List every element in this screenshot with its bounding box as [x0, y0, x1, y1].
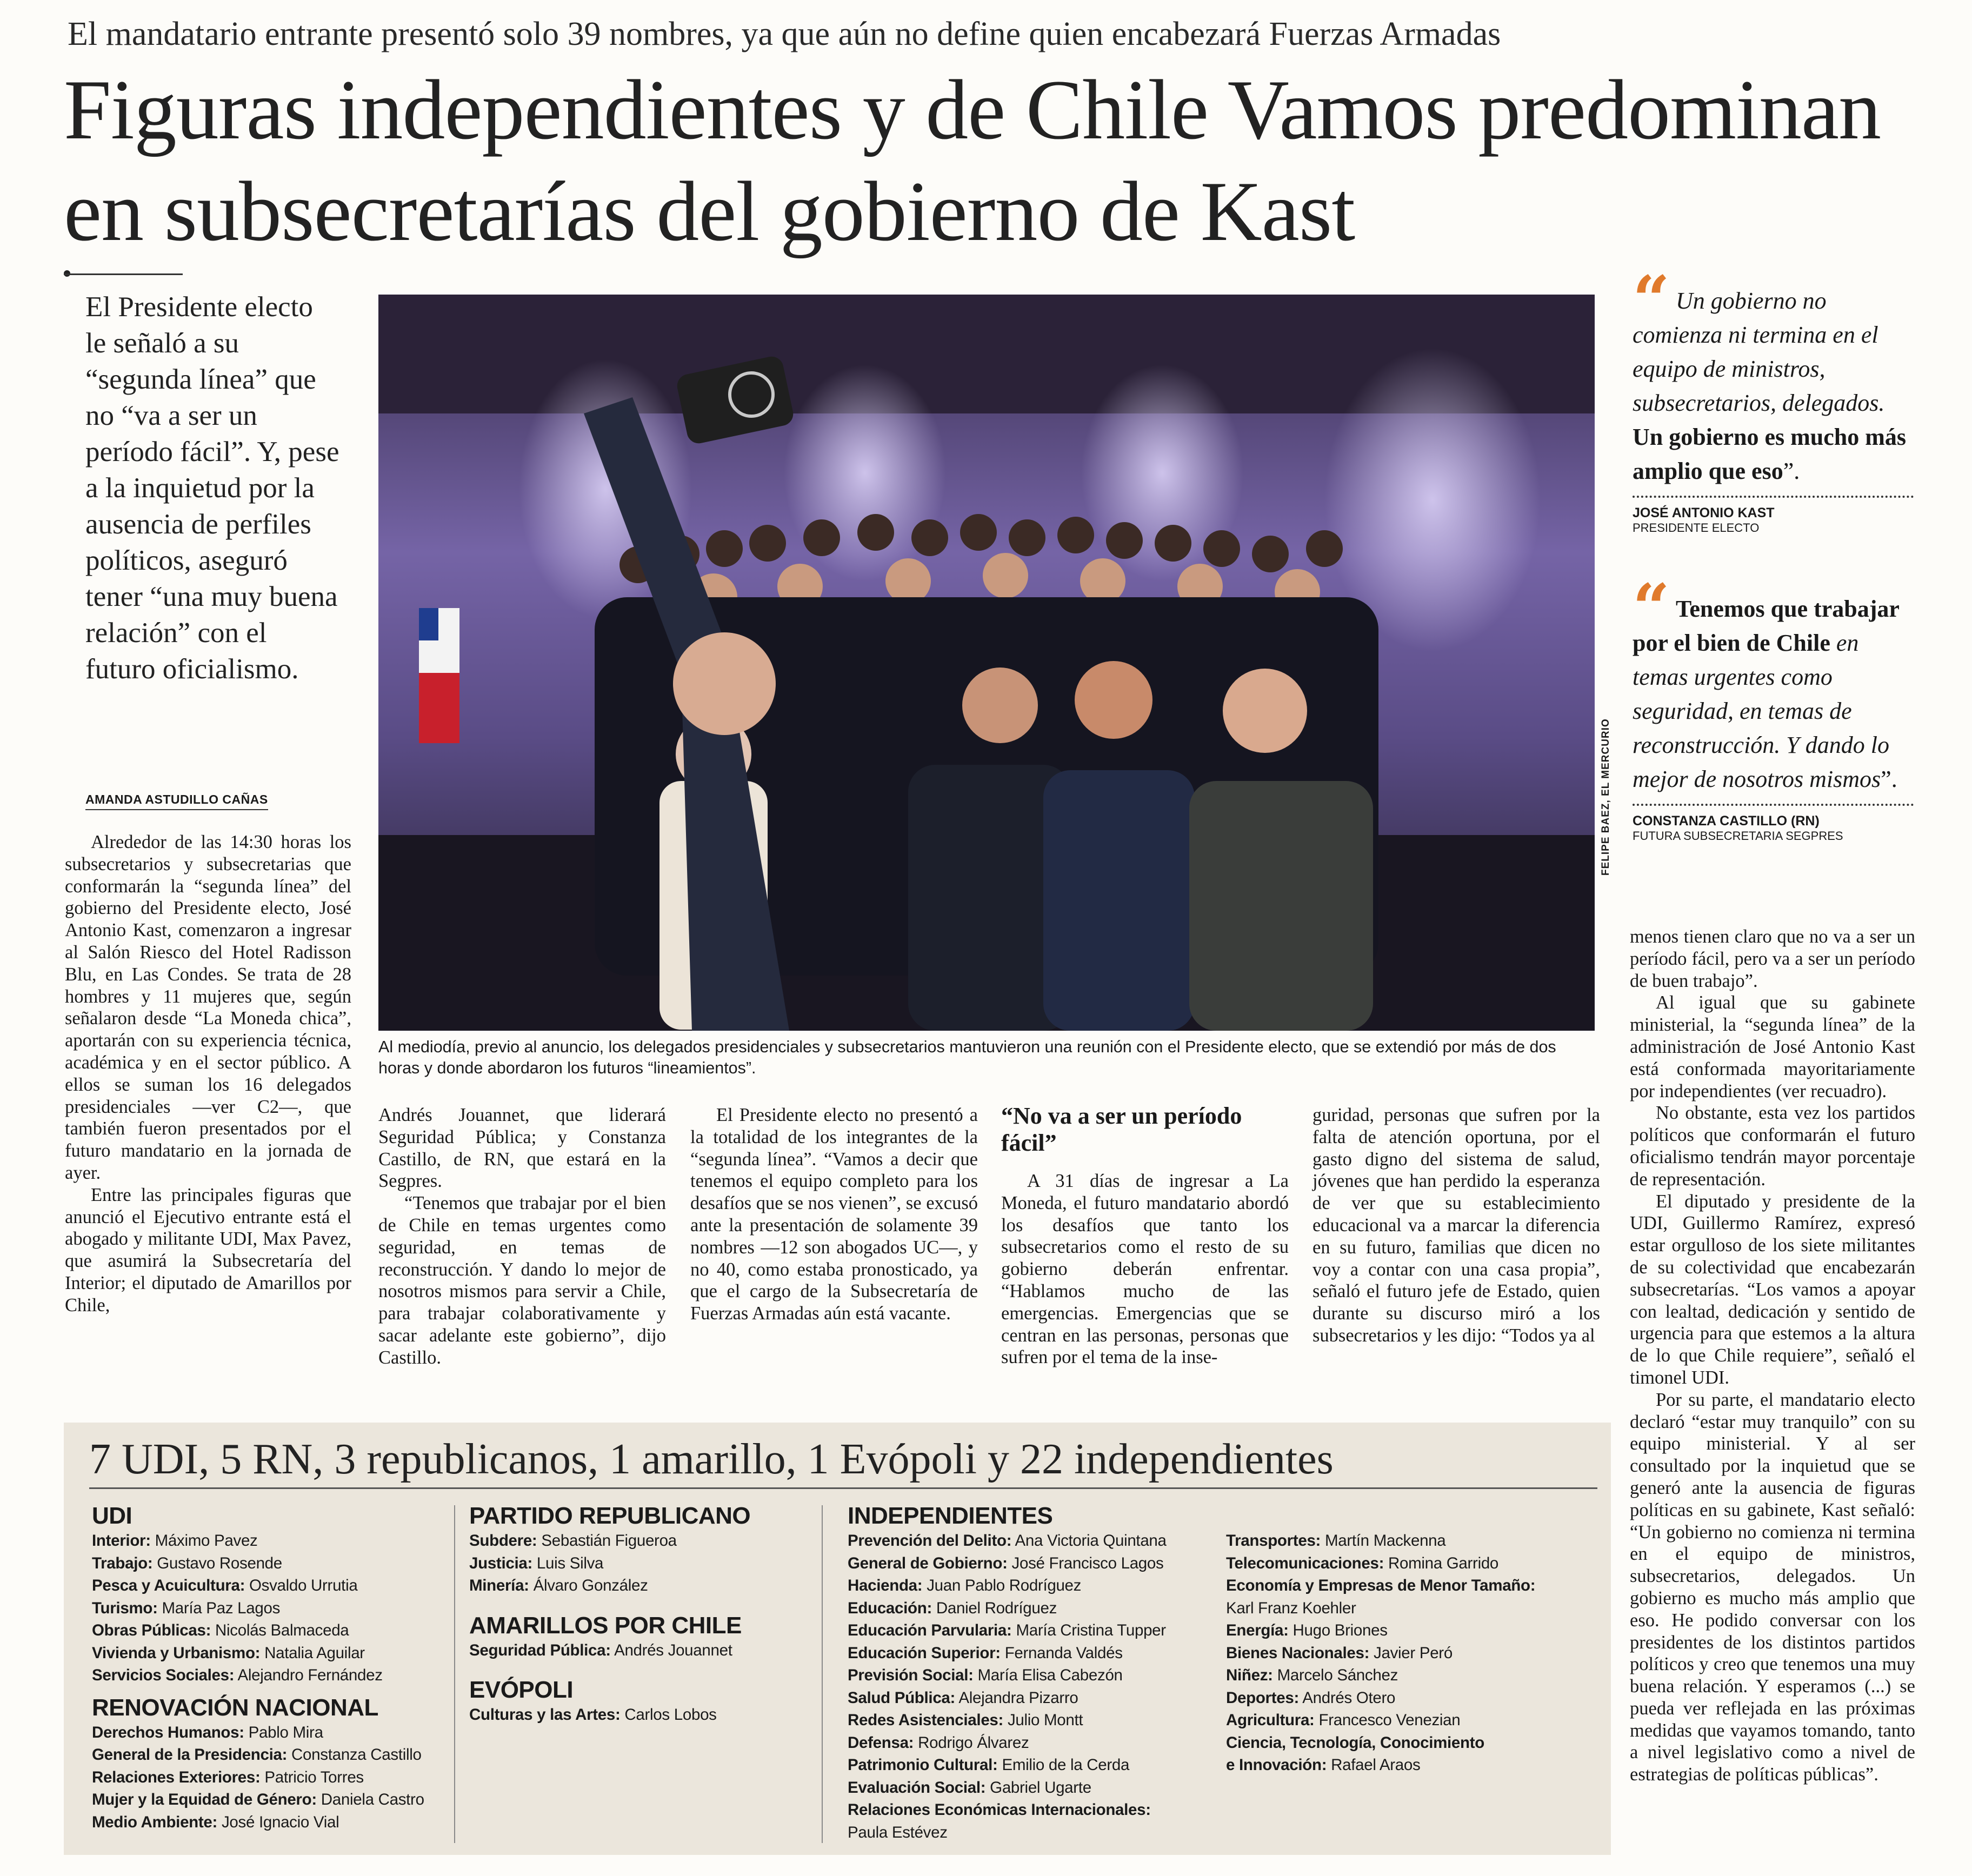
list-item-role: Energía:: [1226, 1621, 1289, 1639]
byline: AMANDA ASTUDILLO CAÑAS: [85, 792, 268, 810]
paragraph: El diputado y presidente de la UDI, Guillermo Ramírez, expresó estar orgulloso de los siete militantes de su colectividad que encabezarán subsecretarías. “Los vamos a apoyar con lealtad, dedicación y sentido de urgencia para que estemos a la altura de lo que Chile requiere”, señaló el timonel UDI.: [1630, 1191, 1915, 1388]
list-item-role: Patrimonio Cultural:: [848, 1756, 998, 1774]
body-column-3: [690, 1104, 978, 1325]
list-item-role: Seguridad Pública:: [469, 1641, 611, 1659]
headline-rule: [64, 273, 183, 275]
list-item-role: Obras Públicas:: [92, 1621, 211, 1639]
list-item-role: Educación:: [848, 1599, 932, 1617]
list-item-person: Patricio Torres: [260, 1768, 364, 1786]
list-item: [848, 1574, 1215, 1597]
list-item: [848, 1619, 1215, 1642]
list-item-person: José Ignacio Vial: [217, 1813, 339, 1831]
list-item-person: Gustavo Rosende: [152, 1554, 282, 1572]
list-item: [92, 1552, 443, 1575]
list-item-person: Andrés Otero: [1299, 1688, 1396, 1707]
list-item-role: Subdere:: [469, 1532, 537, 1550]
list-item: [848, 1642, 1215, 1665]
paragraph: Por su parte, el mandatario electo declaró “estar muy tranquilo” con su equipo ministerial. Y al ser consultado por la inquietud que se generó ante la ausencia de figuras políticas en su gabinete, Kast señaló: “Un gobierno no comienza ni termina en el equipo de ministros, subsecretarios, delegados. Un gobierno es mucho más amplio que eso. He podido conversar con los presidentes de los distintos partidos políticos y creo que tenemos una muy buena relación. Y esperamos (...) se pueda ver reflejada en las próximas medidas que vayamos tomando, tanto a nivel legislativo como a nivel de estrategias de políticas públicas”.: [1630, 1389, 1915, 1785]
box-column-4: [1226, 1530, 1599, 1777]
list-item: [848, 1597, 1215, 1620]
box-column-divider: [822, 1505, 823, 1843]
paragraph: Entre las principales figuras que anunció el Ejecutivo entrante está el abogado y militante UDI, Max Pavez, que asumirá la Subsecretaría del Interior; el diputado de Amarillos por Chile,: [65, 1184, 351, 1316]
box-column-3: [848, 1503, 1215, 1844]
list-item: [848, 1530, 1215, 1552]
box-column-divider: [454, 1505, 455, 1843]
list-item: [469, 1574, 810, 1597]
list-item: [92, 1766, 443, 1789]
list-item-person: María Cristina Tupper: [1011, 1621, 1166, 1639]
party-heading-amarillos: AMARILLOS POR CHILE: [469, 1612, 742, 1639]
paragraph: Alrededor de las 14:30 horas los subsecretarios y subsecretarias que conformarán la “segunda línea” del gobierno del Presidente electo, José Antonio Kast, comenzaron a ingresar al Salón Riesco del Hotel Radisson Blu, en Las Condes. Se trata de 28 hombres y 11 mujeres que, según señalaron desde “La Moneda chica”, aportarán con su experiencia técnica, académica y en el sector público. A ellos se suman los 16 delegados presidenciales —ver C2—, que también fueron presentados por el futuro mandatario en la jornada de ayer.: [65, 832, 351, 1183]
list-item-role: Pesca y Acuicultura:: [92, 1577, 245, 1594]
list-item-person: Rodrigo Álvarez: [914, 1733, 1029, 1752]
list-item-role: Defensa:: [848, 1733, 914, 1752]
list-item: [848, 1799, 1215, 1821]
quote-author: JOSÉ ANTONIO KAST: [1633, 505, 1775, 520]
list-item: [1226, 1574, 1599, 1597]
paragraph: guridad, personas que sufren por la falta de atención oportuna, por el gasto digno del sistema de salud, jóvenes que han perdido la esperanza de ver que su establecimiento educacional va a marcar la diferencia en su futuro, familias que dicen no voy a contar con una casa propia”, señaló el futuro jefe de Estado, quien durante su discurso miró a los subsecretarios y les dijo: “Todos ya al: [1313, 1105, 1600, 1346]
quote-mark-icon: “: [1633, 570, 1670, 646]
party-list-udi: [92, 1530, 443, 1687]
list-item-person: Martín Mackenna: [1321, 1532, 1446, 1550]
kicker: El mandatario entrante presentó solo 39 nombres, ya que aún no define quien encabezará Fuerzas Armadas: [68, 16, 1501, 52]
list-item-person: Daniel Rodríguez: [932, 1599, 1057, 1617]
list-item-person: Karl Franz Koehler: [1226, 1599, 1356, 1617]
list-item-person: Fernanda Valdés: [1000, 1644, 1123, 1662]
list-item-role: Transportes:: [1226, 1532, 1321, 1550]
list-item-role: Culturas y las Artes:: [469, 1706, 621, 1724]
list-item-role: Mujer y la Equidad de Género:: [92, 1791, 317, 1808]
list-item: [1226, 1709, 1599, 1732]
list-item-role: Ciencia, Tecnología, Conocimiento: [1226, 1733, 1485, 1752]
paragraph: El Presidente electo no presentó a la totalidad de los integrantes de la “segunda línea”. “Vamos a decir que tenemos el equipo completo para los desafíos que se nos vienen”, se excusó ante la presentación de solamente 39 nombres —12 son abogados UC—, y no 40, como estaba pronosticado, ya que el cargo de la Subsecretaría de Fuerzas Armadas aún está vacante.: [690, 1105, 978, 1324]
body-column-5: [1313, 1104, 1600, 1347]
body-column-6: [1630, 926, 1915, 1786]
subheading: “No va a ser un período fácil”: [1001, 1103, 1242, 1156]
list-item: [848, 1777, 1215, 1799]
list-item-role: e Innovación:: [1226, 1756, 1327, 1774]
quote-divider: [1633, 804, 1914, 806]
list-item: [848, 1821, 1215, 1844]
box-title-rule: [89, 1487, 1597, 1489]
paragraph: A 31 días de ingresar a La Moneda, el futuro mandatario abordó los desafíos que tanto los subsecretarios como el resto de su gobierno deberán enfrentar. “Hablamos mucho de las emergencias. Emergencias que se centran en las personas, personas que sufren por el tema de la inse-: [1001, 1171, 1289, 1368]
list-item-role: Medio Ambiente:: [92, 1813, 218, 1831]
body-column-2: [378, 1104, 666, 1369]
list-item-person: Andrés Jouannet: [610, 1641, 732, 1659]
party-list-rn: [92, 1721, 443, 1834]
list-item-role: Derechos Humanos:: [92, 1723, 244, 1741]
quote-author-role: PRESIDENTE ELECTO: [1633, 521, 1760, 535]
list-item-person: Paula Estévez: [848, 1823, 948, 1841]
quote-italic: Un gobierno no comienza ni termina en el equipo de ministros, subsecretarios, delegados.: [1633, 288, 1885, 416]
body-column-4: [1001, 1170, 1289, 1368]
list-item: [848, 1687, 1215, 1710]
list-item: [92, 1597, 443, 1620]
list-item: [92, 1744, 443, 1766]
list-item-person: Ana Victoria Quintana: [1011, 1532, 1167, 1550]
list-item: [469, 1552, 810, 1575]
photo-credit: FELIPE BAEZ, EL MERCURIO: [1600, 718, 1611, 876]
list-item-role: Hacienda:: [848, 1577, 923, 1594]
quote-italic: en temas urgentes como seguridad, en temas de reconstrucción. Y dando lo mejor de nosotros mismos: [1633, 630, 1889, 792]
list-item-role: Justicia:: [469, 1554, 532, 1572]
list-item-person: Natalia Aguilar: [260, 1644, 365, 1662]
list-item: [92, 1811, 443, 1834]
list-item-role: Bienes Nacionales:: [1226, 1644, 1370, 1662]
party-list-republicano: [469, 1530, 810, 1597]
party-heading-evopoli: EVÓPOLI: [469, 1677, 574, 1703]
list-item: [92, 1642, 443, 1665]
list-item-role: Previsión Social:: [848, 1666, 974, 1684]
list-item-role: Telecomunicaciones:: [1226, 1554, 1384, 1572]
list-item: [92, 1530, 443, 1552]
list-item-person: Osvaldo Urrutia: [245, 1577, 358, 1594]
list-item-role: Economía y Empresas de Menor Tamaño:: [1226, 1577, 1536, 1594]
list-item: [469, 1530, 810, 1552]
list-item: [848, 1664, 1215, 1687]
list-item-person: Daniela Castro: [316, 1791, 424, 1808]
party-heading-rn: RENOVACIÓN NACIONAL: [92, 1694, 378, 1721]
quote-author-role: FUTURA SUBSECRETARIA SEGPRES: [1633, 829, 1843, 843]
list-item: [1226, 1619, 1599, 1642]
list-item-person: María Elisa Cabezón: [973, 1666, 1123, 1684]
list-item-person: Máximo Pavez: [150, 1532, 258, 1550]
party-list-independientes-b: [1226, 1530, 1599, 1777]
list-item: [848, 1754, 1215, 1777]
pull-quote-text: [1633, 262, 1914, 488]
list-item-person: Álvaro González: [529, 1577, 648, 1594]
paragraph: “Tenemos que trabajar por el bien de Chile en temas urgentes como seguridad, en temas de reconstrucción. Y dando lo mejor de nosotros mismos para servir a Chile, para trabajar colaborativamente y sacar adelante este gobierno”, dijo Castillo.: [378, 1193, 666, 1368]
list-item-person: Constanza Castillo: [287, 1746, 422, 1764]
list-item-role: Niñez:: [1226, 1666, 1273, 1684]
list-item-role: Prevención del Delito:: [848, 1532, 1012, 1550]
lede: El Presidente electo le señaló a su “segunda línea” que no “va a ser un período fácil”. Y, pese a la inquietud por la ausencia de perfiles políticos, aseguró tener “una muy buena relación” con el futuro oficialismo.: [85, 291, 339, 685]
list-item-person: Pablo Mira: [244, 1723, 323, 1741]
list-item: [848, 1732, 1215, 1754]
box-column-2: [469, 1503, 810, 1726]
list-item-person: Nicolás Balmaceda: [211, 1621, 349, 1639]
quote-end: ”.: [1783, 458, 1800, 484]
list-item-role: Trabajo:: [92, 1554, 153, 1572]
quote-bold: Tenemos que trabajar por el bien de Chile: [1633, 596, 1900, 656]
list-item-person: Francesco Venezian: [1314, 1711, 1461, 1729]
box-column-1: [92, 1503, 443, 1833]
list-item-role: Educación Superior:: [848, 1644, 1001, 1662]
list-item-role: Redes Asistenciales:: [848, 1711, 1004, 1729]
list-item-role: Relaciones Exteriores:: [92, 1768, 261, 1786]
party-heading-republicano: PARTIDO REPUBLICANO: [469, 1503, 751, 1529]
list-item: [1226, 1642, 1599, 1665]
list-item: [469, 1639, 810, 1662]
paragraph: Andrés Jouannet, que liderará Seguridad Pública; y Constanza Castillo, de RN, que estará en la Segpres.: [378, 1105, 666, 1192]
list-item-role: Deportes:: [1226, 1688, 1299, 1707]
list-item-person: Alejandra Pizarro: [955, 1688, 1078, 1707]
list-item-person: Romina Garrido: [1384, 1554, 1499, 1572]
paragraph: No obstante, esta vez los partidos políticos que conformarán el futuro oficialismo tendrán mayor porcentaje de representación.: [1630, 1103, 1915, 1190]
list-item: [848, 1552, 1215, 1575]
paragraph: menos tienen claro que no va a ser un período fácil, pero va a ser un período de buen trabajo”.: [1630, 926, 1915, 991]
list-item-role: Agricultura:: [1226, 1711, 1315, 1729]
pull-quote-kast: [1633, 262, 1914, 535]
list-item-person: Javier Peró: [1369, 1644, 1453, 1662]
quote-mark-icon: “: [1633, 262, 1670, 338]
list-item-person: María Paz Lagos: [157, 1599, 281, 1617]
list-item-person: Rafael Araos: [1327, 1756, 1421, 1774]
list-item: [92, 1664, 443, 1687]
quote-divider: [1633, 496, 1914, 498]
list-item-role: Vivienda y Urbanismo:: [92, 1644, 261, 1662]
list-item: [469, 1704, 810, 1726]
photo-selfie: [378, 295, 1595, 1031]
list-item-role: Salud Pública:: [848, 1688, 956, 1707]
photo-caption: Al mediodía, previo al anuncio, los delegados presidenciales y subsecretarios mantuvieron una reunión con el Presidente electo, que se extendió por más de dos horas y donde abordaron los futuros “lineamientos”.: [378, 1038, 1556, 1077]
list-item-role: Educación Parvularia:: [848, 1621, 1012, 1639]
list-item-person: Marcelo Sánchez: [1273, 1666, 1398, 1684]
pull-quote-castillo: [1633, 570, 1914, 843]
list-item-person: José Francisco Lagos: [1007, 1554, 1164, 1572]
list-item: [92, 1619, 443, 1642]
list-item-person: Juan Pablo Rodríguez: [922, 1577, 1082, 1594]
list-item-role: General de la Presidencia:: [92, 1746, 288, 1764]
list-item: [848, 1709, 1215, 1732]
list-item-person: Julio Montt: [1003, 1711, 1083, 1729]
quote-author: CONSTANZA CASTILLO (RN): [1633, 813, 1820, 829]
box-title: 7 UDI, 5 RN, 3 republicanos, 1 amarillo, 1 Evópoli y 22 independientes: [89, 1436, 1334, 1483]
pull-quote-text: [1633, 570, 1914, 796]
selfie-photo-illustration: [378, 295, 1595, 1031]
list-item-person: Alejandro Fernández: [234, 1666, 383, 1684]
list-item-person: Carlos Lobos: [620, 1706, 717, 1724]
list-item: [1226, 1687, 1599, 1710]
list-item: [1226, 1754, 1599, 1777]
paragraph: Al igual que su gabinete ministerial, la “segunda línea” de la administración de José Antonio Kast está conformada mayoritariamente por independientes (ver recuadro).: [1630, 992, 1915, 1101]
list-item-person: Hugo Briones: [1288, 1621, 1388, 1639]
party-heading-independientes: INDEPENDIENTES: [848, 1503, 1053, 1529]
list-item-role: Minería:: [469, 1577, 529, 1594]
party-list-evopoli: [469, 1704, 810, 1726]
list-item: [1226, 1732, 1599, 1754]
body-column-1: [65, 831, 351, 1317]
quote-end: ”.: [1881, 766, 1897, 792]
list-item: [1226, 1597, 1599, 1620]
list-item: [1226, 1664, 1599, 1687]
list-item-person: Gabriel Ugarte: [985, 1778, 1091, 1797]
party-heading-udi: UDI: [92, 1503, 132, 1529]
list-item-role: General de Gobierno:: [848, 1554, 1008, 1572]
party-list-independientes-a: [848, 1530, 1215, 1844]
list-item-role: Interior:: [92, 1532, 151, 1550]
list-item-person: Luis Silva: [532, 1554, 604, 1572]
list-item-role: Servicios Sociales:: [92, 1666, 235, 1684]
list-item-role: Turismo:: [92, 1599, 158, 1617]
list-item: [92, 1721, 443, 1744]
list-item-role: Evaluación Social:: [848, 1778, 986, 1797]
party-list-amarillos: [469, 1639, 810, 1662]
quote-bold: Un gobierno es mucho más amplio que eso: [1633, 424, 1907, 484]
list-item: [1226, 1552, 1599, 1575]
headline: Figuras independientes y de Chile Vamos predominan en subsecretarías del gobierno de Kast: [64, 63, 1881, 259]
list-item: [1226, 1530, 1599, 1552]
list-item: [92, 1574, 443, 1597]
list-item-person: Sebastián Figueroa: [537, 1532, 677, 1550]
list-item: [92, 1788, 443, 1811]
list-item-person: Emilio de la Cerda: [997, 1756, 1130, 1774]
list-item-role: Relaciones Económicas Internacionales:: [848, 1801, 1151, 1819]
